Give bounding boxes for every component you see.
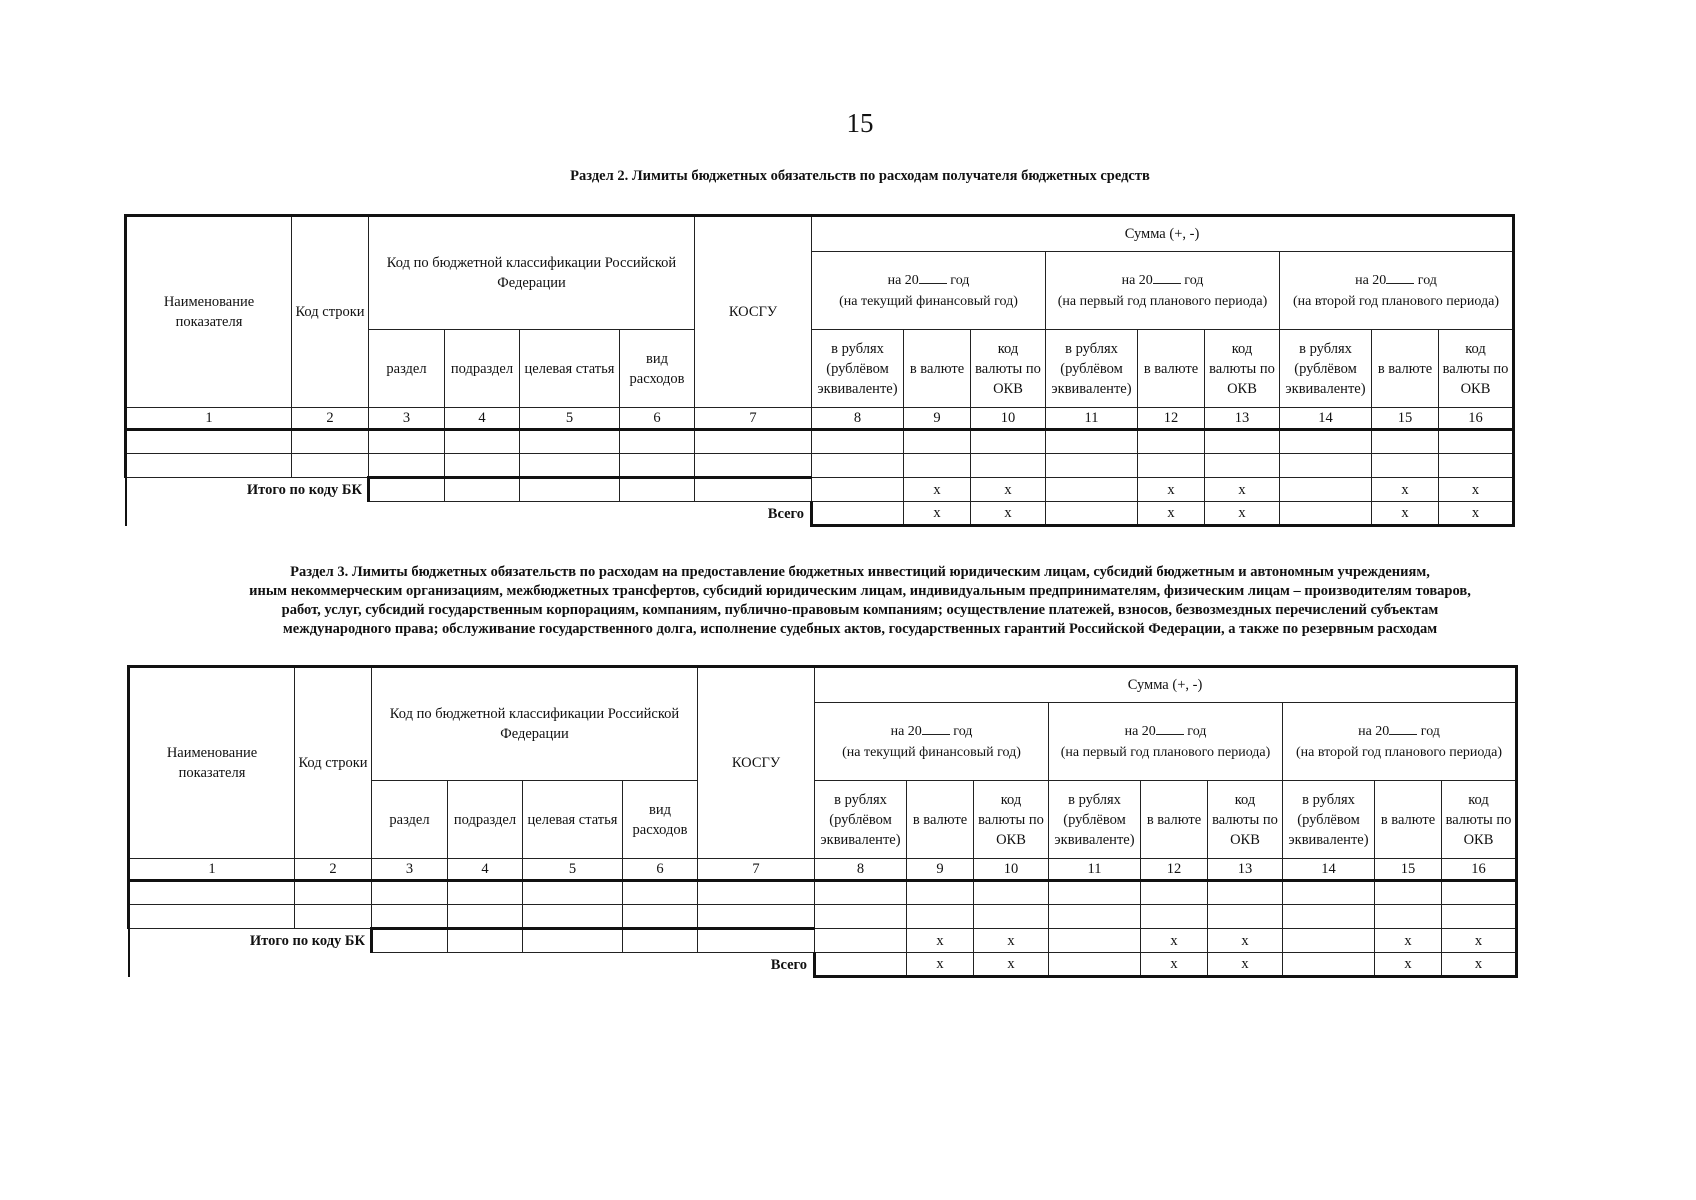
x-mark: x (1439, 478, 1514, 502)
x-mark: x (971, 478, 1046, 502)
grand-total-label: Всего (129, 953, 815, 977)
cell[interactable] (1205, 430, 1280, 454)
header-section: раздел (372, 781, 448, 859)
cell[interactable] (1375, 905, 1442, 929)
cell[interactable] (1280, 478, 1372, 502)
cell[interactable] (1141, 881, 1208, 905)
x-mark: x (1141, 953, 1208, 977)
grand-total-label: Всего (126, 502, 812, 526)
header-okv: код валюты по ОКВ (971, 330, 1046, 408)
column-number: 1 (126, 408, 292, 430)
cell[interactable] (1283, 905, 1375, 929)
cell[interactable] (1046, 430, 1138, 454)
cell[interactable] (292, 454, 369, 478)
x-mark: x (907, 929, 974, 953)
x-mark: x (1372, 502, 1439, 526)
header-rub: в рублях (рублёвом эквиваленте) (1046, 330, 1138, 408)
cell[interactable] (369, 430, 445, 454)
cell[interactable] (445, 454, 520, 478)
header-rub: в рублях (рублёвом эквиваленте) (1283, 781, 1375, 859)
header-currency: в валюте (1372, 330, 1439, 408)
column-number: 10 (974, 859, 1049, 881)
cell[interactable] (523, 905, 623, 929)
x-mark: x (1372, 478, 1439, 502)
header-expense-type: вид расходов (623, 781, 698, 859)
cell[interactable] (1205, 454, 1280, 478)
column-number: 6 (623, 859, 698, 881)
cell[interactable] (698, 929, 815, 953)
section-3-title (120, 563, 1600, 639)
header-okv: код валюты по ОКВ (1205, 330, 1280, 408)
cell[interactable] (1280, 502, 1372, 526)
cell[interactable] (623, 905, 698, 929)
cell[interactable] (907, 881, 974, 905)
header-indicator-name: Наименование показателя (126, 216, 292, 408)
cell[interactable] (1283, 929, 1375, 953)
column-number: 7 (695, 408, 812, 430)
column-number: 13 (1208, 859, 1283, 881)
header-subsection: подраздел (448, 781, 523, 859)
x-mark: x (1208, 929, 1283, 953)
header-okv: код валюты по ОКВ (1208, 781, 1283, 859)
cell[interactable] (1442, 881, 1517, 905)
header-sum: Сумма (+, -) (815, 667, 1517, 703)
section-2-title: Раздел 2. Лимиты бюджетных обязательств по расходам получателя бюджетных средств (570, 168, 1150, 184)
cell[interactable] (971, 454, 1046, 478)
cell[interactable] (1372, 430, 1439, 454)
total-bk-row (129, 929, 1517, 953)
x-mark: x (1141, 929, 1208, 953)
column-number: 12 (1138, 408, 1205, 430)
header-target-article: целевая статья (523, 781, 623, 859)
cell[interactable] (620, 478, 695, 502)
cell[interactable] (372, 929, 448, 953)
x-mark: x (1208, 953, 1283, 977)
x-mark: x (1205, 502, 1280, 526)
cell[interactable] (295, 905, 372, 929)
cell[interactable] (815, 905, 907, 929)
grand-total-row (126, 502, 1514, 526)
section-3-title-line: Раздел 3. Лимиты бюджетных обязательств по расходам на предоставление бюджетных инвестиций юридическим лицам, субсидий бюджетным и автономным учреждениям, (290, 564, 1430, 580)
column-number: 14 (1283, 859, 1375, 881)
header-rub: в рублях (рублёвом эквиваленте) (1049, 781, 1141, 859)
header-currency: в валюте (1141, 781, 1208, 859)
column-number: 9 (907, 859, 974, 881)
header-bk-code: Код по бюджетной классификации Российской Федерации (369, 216, 695, 330)
header-okv: код валюты по ОКВ (1442, 781, 1517, 859)
cell[interactable] (1372, 454, 1439, 478)
cell[interactable] (695, 430, 812, 454)
header-sum: Сумма (+, -) (812, 216, 1514, 252)
cell[interactable] (698, 881, 815, 905)
header-year-plan-2: на 20 год (на второй год планового периода) (1283, 703, 1517, 781)
cell[interactable] (815, 929, 907, 953)
column-number: 10 (971, 408, 1046, 430)
cell[interactable] (1138, 430, 1205, 454)
section-2-table (124, 214, 1515, 527)
header-rub: в рублях (рублёвом эквиваленте) (1280, 330, 1372, 408)
cell[interactable] (904, 430, 971, 454)
total-bk-label: Итого по коду БК (126, 478, 369, 502)
header-year-current: на 20 год (на текущий финансовый год) (812, 252, 1046, 330)
cell[interactable] (292, 430, 369, 454)
column-number: 5 (520, 408, 620, 430)
column-number: 6 (620, 408, 695, 430)
cell[interactable] (1208, 881, 1283, 905)
cell[interactable] (620, 430, 695, 454)
x-mark: x (907, 953, 974, 977)
column-number: 2 (295, 859, 372, 881)
column-number: 3 (372, 859, 448, 881)
column-number: 2 (292, 408, 369, 430)
column-number: 4 (448, 859, 523, 881)
cell[interactable] (523, 929, 623, 953)
cell[interactable] (1280, 430, 1372, 454)
x-mark: x (904, 502, 971, 526)
cell[interactable] (369, 454, 445, 478)
section-3-title-line: иным некоммерческим организациям, межбюджетных трансфертов, субсидий юридическим лицам, индивидуальным предпринимателям, физическим лицам – производителям товаров, (249, 583, 1471, 599)
cell[interactable] (445, 478, 520, 502)
column-number: 4 (445, 408, 520, 430)
x-mark: x (1442, 953, 1517, 977)
cell[interactable] (1049, 929, 1141, 953)
cell[interactable] (129, 905, 295, 929)
cell[interactable] (1141, 905, 1208, 929)
empty-data-row (129, 905, 1517, 929)
x-mark: x (1375, 953, 1442, 977)
cell[interactable] (1046, 454, 1138, 478)
column-number: 11 (1046, 408, 1138, 430)
column-number: 16 (1439, 408, 1514, 430)
header-year-plan-2: на 20 год (на второй год планового периода) (1280, 252, 1514, 330)
page-number: 15 (846, 108, 874, 138)
cell[interactable] (520, 478, 620, 502)
cell[interactable] (695, 478, 812, 502)
header-rub: в рублях (рублёвом эквиваленте) (812, 330, 904, 408)
column-number: 9 (904, 408, 971, 430)
cell[interactable] (448, 905, 523, 929)
header-target-article: целевая статья (520, 330, 620, 408)
cell[interactable] (623, 881, 698, 905)
header-okv: код валюты по ОКВ (974, 781, 1049, 859)
cell[interactable] (1049, 881, 1141, 905)
cell[interactable] (1208, 905, 1283, 929)
cell[interactable] (812, 430, 904, 454)
column-number: 8 (815, 859, 907, 881)
column-number: 7 (698, 859, 815, 881)
header-currency: в валюте (907, 781, 974, 859)
cell[interactable] (812, 454, 904, 478)
cell[interactable] (520, 430, 620, 454)
cell[interactable] (974, 881, 1049, 905)
cell[interactable] (372, 905, 448, 929)
column-number: 1 (129, 859, 295, 881)
cell[interactable] (812, 478, 904, 502)
cell[interactable] (1375, 881, 1442, 905)
cell[interactable] (1046, 502, 1138, 526)
header-indicator-name: Наименование показателя (129, 667, 295, 859)
cell[interactable] (369, 478, 445, 502)
header-year-current: на 20 год (на текущий финансовый год) (815, 703, 1049, 781)
header-okv: код валюты по ОКВ (1439, 330, 1514, 408)
total-bk-label: Итого по коду БК (129, 929, 372, 953)
cell[interactable] (445, 430, 520, 454)
total-bk-row (126, 478, 1514, 502)
section-3-title-line: международного права; обслуживание государственного долга, исполнение судебных актов, государственных гарантий Российской Федерации, а также по резервным расходам (282, 621, 1438, 637)
section-3-title-line: работ, услуг, субсидий государственным корпорациям, компаниям, публично-правовым компаниям; осуществление платежей, взносов, безвозмездных перечислений субъектам (281, 602, 1439, 618)
column-number: 12 (1141, 859, 1208, 881)
cell[interactable] (126, 454, 292, 478)
column-number: 8 (812, 408, 904, 430)
empty-data-row (126, 454, 1514, 478)
cell[interactable] (1280, 454, 1372, 478)
x-mark: x (1442, 929, 1517, 953)
cell[interactable] (907, 905, 974, 929)
x-mark: x (1375, 929, 1442, 953)
header-subsection: подраздел (445, 330, 520, 408)
cell[interactable] (129, 881, 295, 905)
empty-data-row (126, 430, 1514, 454)
cell[interactable] (520, 454, 620, 478)
column-number: 13 (1205, 408, 1280, 430)
cell[interactable] (448, 881, 523, 905)
column-number: 5 (523, 859, 623, 881)
cell[interactable] (1439, 430, 1514, 454)
header-kosgu: КОСГУ (695, 216, 812, 408)
cell[interactable] (1283, 953, 1375, 977)
x-mark: x (974, 929, 1049, 953)
x-mark: x (1439, 502, 1514, 526)
cell[interactable] (1049, 905, 1141, 929)
x-mark: x (904, 478, 971, 502)
cell[interactable] (1138, 454, 1205, 478)
header-currency: в валюте (904, 330, 971, 408)
cell[interactable] (620, 454, 695, 478)
cell[interactable] (295, 881, 372, 905)
cell[interactable] (971, 430, 1046, 454)
column-number: 3 (369, 408, 445, 430)
header-rub: в рублях (рублёвом эквиваленте) (815, 781, 907, 859)
empty-data-row (129, 881, 1517, 905)
header-kosgu: КОСГУ (698, 667, 815, 859)
cell[interactable] (372, 881, 448, 905)
cell[interactable] (1046, 478, 1138, 502)
cell[interactable] (1283, 881, 1375, 905)
column-number: 16 (1442, 859, 1517, 881)
cell[interactable] (523, 881, 623, 905)
cell[interactable] (623, 929, 698, 953)
header-row-code: Код строки (292, 216, 369, 408)
column-number: 15 (1375, 859, 1442, 881)
column-number: 15 (1372, 408, 1439, 430)
cell[interactable] (126, 430, 292, 454)
cell[interactable] (448, 929, 523, 953)
cell[interactable] (695, 454, 812, 478)
grand-total-row (129, 953, 1517, 977)
cell[interactable] (815, 953, 907, 977)
header-currency: в валюте (1375, 781, 1442, 859)
cell[interactable] (1439, 454, 1514, 478)
cell[interactable] (815, 881, 907, 905)
header-row-code: Код строки (295, 667, 372, 859)
cell[interactable] (974, 905, 1049, 929)
column-number: 11 (1049, 859, 1141, 881)
cell[interactable] (698, 905, 815, 929)
column-number: 14 (1280, 408, 1372, 430)
header-section: раздел (369, 330, 445, 408)
cell[interactable] (1442, 905, 1517, 929)
header-bk-code: Код по бюджетной классификации Российской Федерации (372, 667, 698, 781)
cell[interactable] (1049, 953, 1141, 977)
header-year-plan-1: на 20 год (на первый год планового периода) (1049, 703, 1283, 781)
cell[interactable] (904, 454, 971, 478)
header-currency: в валюте (1138, 330, 1205, 408)
header-year-plan-1: на 20 год (на первый год планового периода) (1046, 252, 1280, 330)
cell[interactable] (812, 502, 904, 526)
x-mark: x (1138, 478, 1205, 502)
x-mark: x (1205, 478, 1280, 502)
x-mark: x (971, 502, 1046, 526)
x-mark: x (1138, 502, 1205, 526)
x-mark: x (974, 953, 1049, 977)
section-3-table (127, 665, 1518, 978)
header-expense-type: вид расходов (620, 330, 695, 408)
